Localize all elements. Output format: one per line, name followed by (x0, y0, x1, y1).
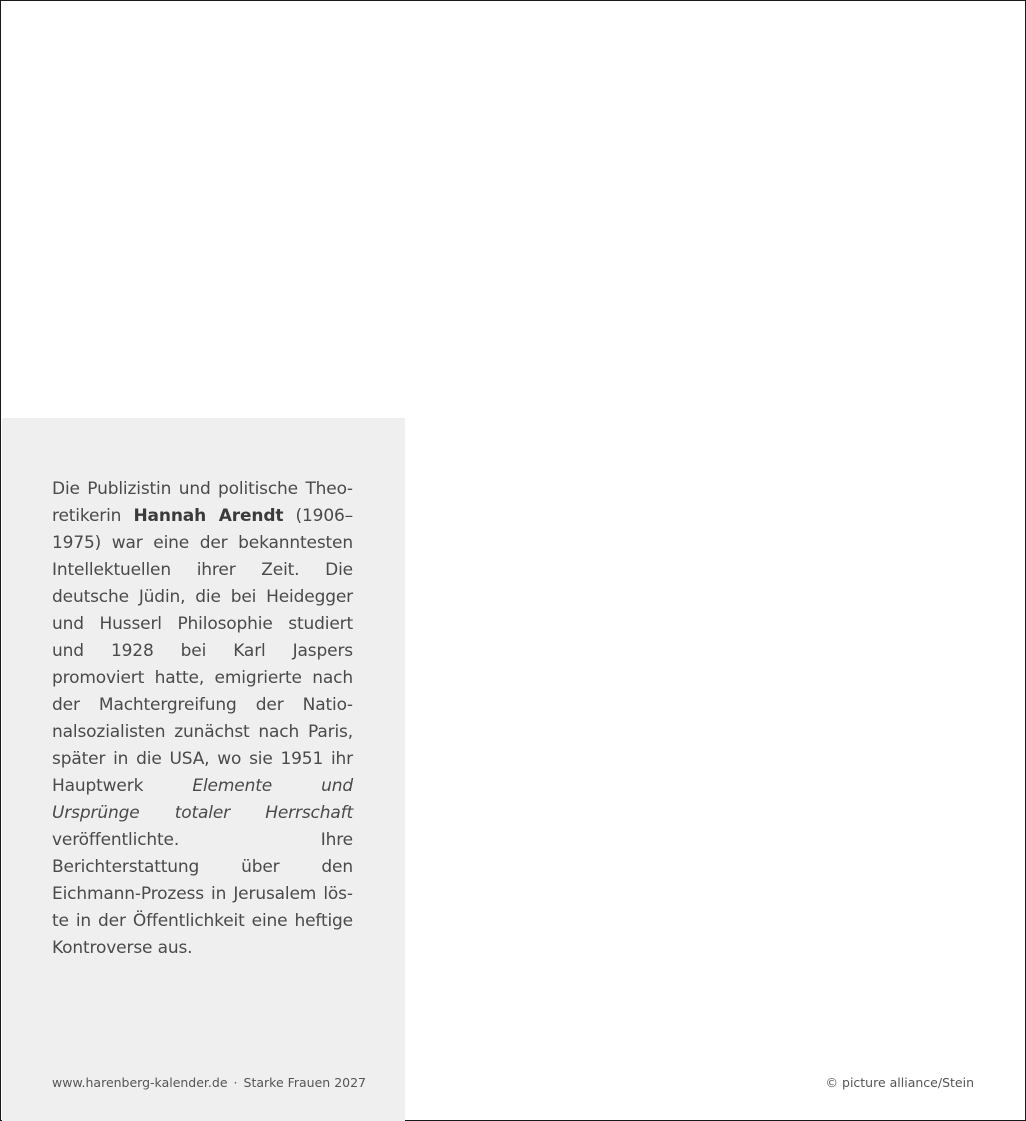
footer-left (52, 1075, 366, 1090)
work-title: Elemente und Ursprünge totaler Herrschaft (52, 776, 353, 823)
bio-body: (1906–1975) war eine der bekanntesten Intellektuellen ihrer Zeit. Die deutsche Jüdin, die bei Heidegger und Husserl Philosophie studiert und 1928 bei Karl Jaspers promoviert hatte, emigrierte nach der Machtergreifung der Nationalsozialisten zunächst nach Paris, später in die USA, wo sie 1951 ihr Hauptwerk (52, 506, 353, 796)
footer-separator: · (233, 1075, 238, 1090)
bio-ending: veröffentlichte. Ihre Berichterstattung über den Eichmann-Prozess in Jerusalem löste in der Öffentlichkeit eine heftige Kontroverse aus. (52, 830, 353, 958)
photo-credit: © picture alliance/Stein (825, 1075, 974, 1090)
website-link[interactable]: www.harenberg-kalender.de (52, 1075, 228, 1090)
bio-intro: Die Publizistin und politische Theoretikerin (52, 479, 353, 526)
person-name: Hannah Arendt (133, 506, 284, 526)
calendar-title: Starke Frauen 2027 (243, 1075, 367, 1090)
biography-text (52, 476, 353, 962)
